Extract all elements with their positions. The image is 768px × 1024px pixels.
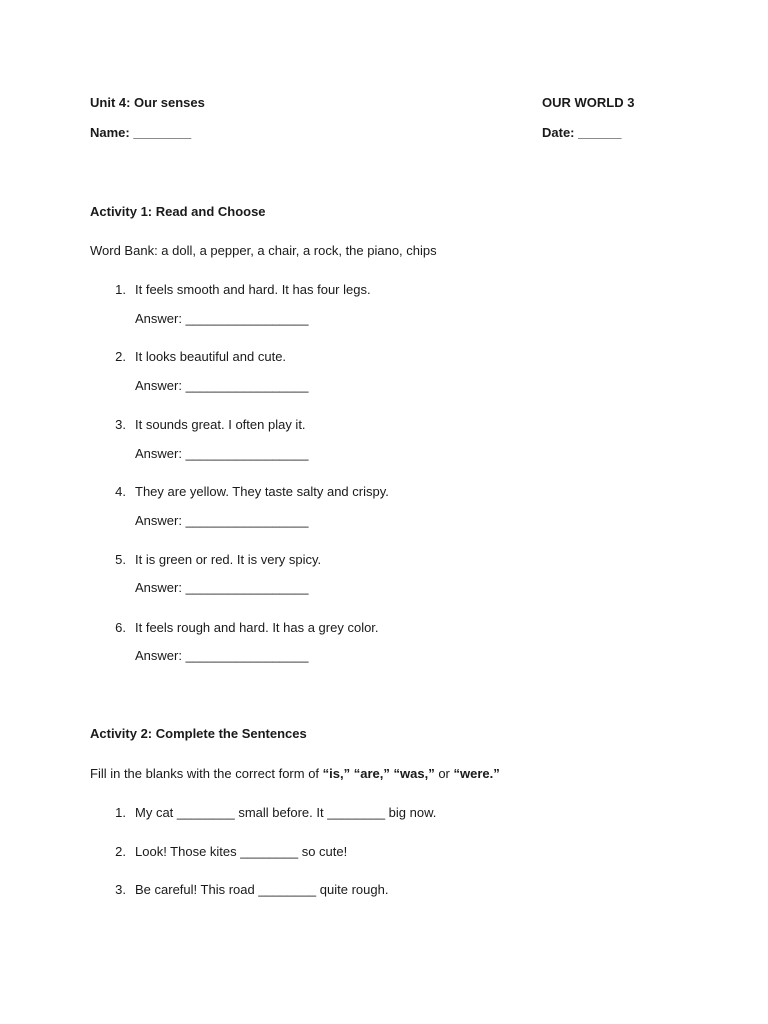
- item-number: 5.: [115, 552, 126, 567]
- item-number: 2.: [115, 844, 126, 859]
- item-number: 3.: [115, 882, 126, 897]
- answer-blank[interactable]: Answer: _________________: [135, 378, 309, 393]
- item-number: 3.: [115, 417, 126, 432]
- item-question: It feels rough and hard. It has a grey color.: [135, 620, 379, 635]
- activity2-instruction: [90, 766, 500, 781]
- unit-title: Unit 4: Our senses: [90, 95, 205, 110]
- item-question: It feels smooth and hard. It has four legs.: [135, 282, 371, 297]
- item-number: 2.: [115, 349, 126, 364]
- word-bank: Word Bank: a doll, a pepper, a chair, a rock, the piano, chips: [90, 243, 437, 258]
- keyword-is: “is,”: [322, 766, 351, 781]
- answer-blank[interactable]: Answer: _________________: [135, 580, 309, 595]
- instruction-text: Fill in the blanks with the correct form of: [90, 766, 323, 781]
- item-number: 4.: [115, 484, 126, 499]
- sentence-blank[interactable]: My cat ________ small before. It ________ big now.: [135, 805, 437, 820]
- item-question: It is green or red. It is very spicy.: [135, 552, 322, 567]
- course-title: OUR WORLD 3: [542, 95, 635, 110]
- sentence-blank[interactable]: Be careful! This road ________ quite rough.: [135, 882, 389, 897]
- item-number: 6.: [115, 620, 126, 635]
- answer-blank[interactable]: Answer: _________________: [135, 513, 309, 528]
- keyword-was: “was,”: [393, 766, 435, 781]
- item-question: It looks beautiful and cute.: [135, 349, 287, 364]
- item-question: It sounds great. I often play it.: [135, 417, 306, 432]
- activity1-title: Activity 1: Read and Choose: [90, 204, 266, 219]
- answer-blank[interactable]: Answer: _________________: [135, 311, 309, 326]
- keyword-are: “are,”: [353, 766, 390, 781]
- item-number: 1.: [115, 805, 126, 820]
- answer-blank[interactable]: Answer: _________________: [135, 446, 309, 461]
- answer-blank[interactable]: Answer: _________________: [135, 648, 309, 663]
- name-field-label: Name: ________: [90, 125, 192, 140]
- keyword-were: “were.”: [453, 766, 500, 781]
- activity2-title: Activity 2: Complete the Sentences: [90, 726, 307, 741]
- date-field-label: Date: ______: [542, 125, 622, 140]
- item-number: 1.: [115, 282, 126, 297]
- instruction-or: or: [438, 766, 450, 781]
- item-question: They are yellow. They taste salty and crispy.: [135, 484, 389, 499]
- sentence-blank[interactable]: Look! Those kites ________ so cute!: [135, 844, 348, 859]
